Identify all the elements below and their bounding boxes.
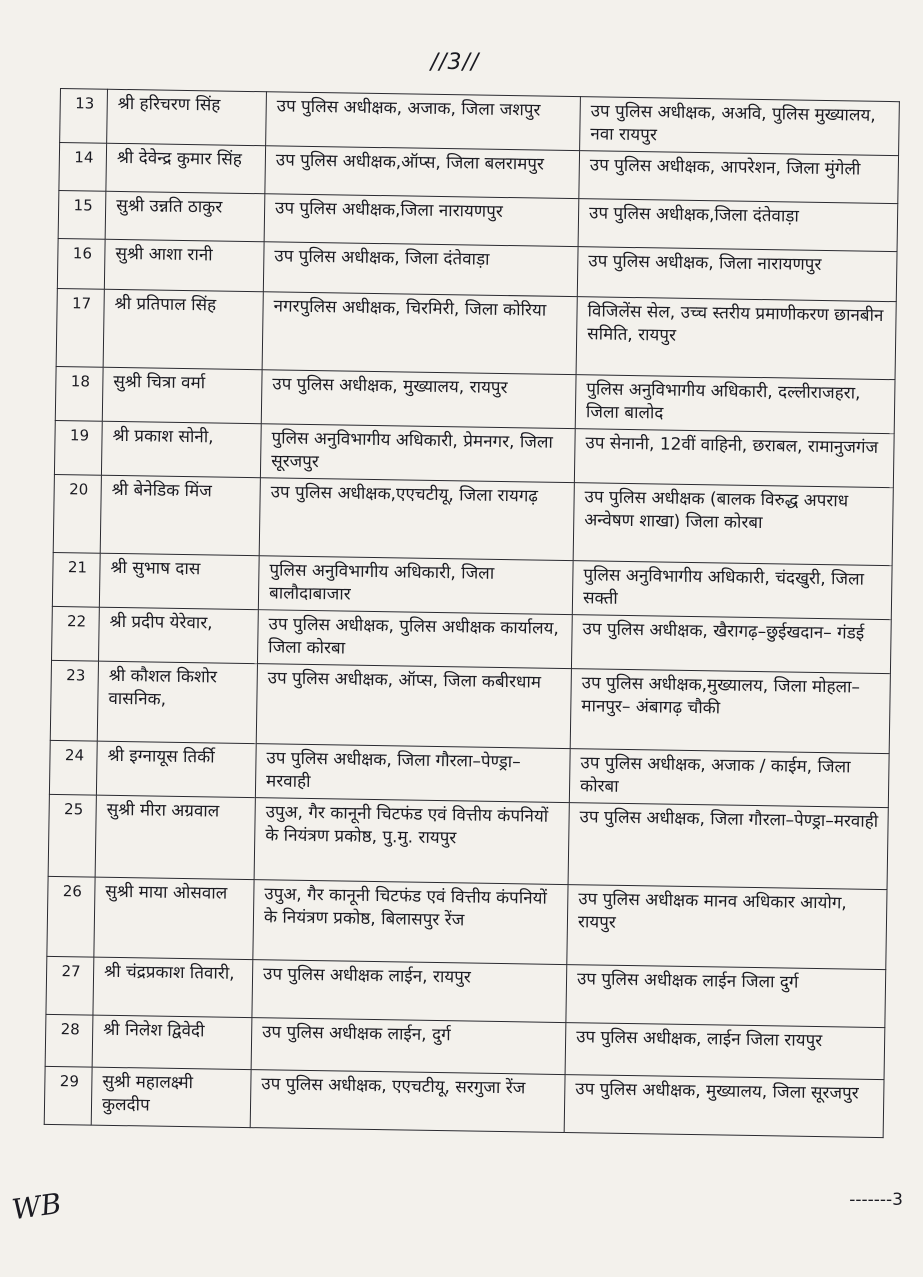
next-page-marker: -------3 — [849, 1190, 903, 1210]
table-row — [44, 1066, 884, 1137]
officer-name-cell: श्री प्रदीप येरेवार, — [99, 607, 259, 663]
new-posting-cell: उप पुलिस अधीक्षक, अअवि, पुलिस मुख्यालय, नवा रायपुर — [580, 97, 900, 156]
table-row — [56, 288, 896, 379]
current-posting-cell: उप पुलिस अधीक्षक, मुख्यालय, रायपुर — [261, 370, 576, 429]
serial-number-cell: 20 — [53, 474, 101, 553]
current-posting-cell: उप पुलिस अधीक्षक,एएचटीयू, जिला रायगढ़ — [259, 478, 574, 561]
serial-number-cell: 29 — [44, 1066, 92, 1125]
transfer-table-body — [44, 89, 899, 1138]
officer-name-cell: श्री कौशल किशोर वासनिक, — [97, 661, 257, 743]
current-posting-cell: पुलिस अनुविभागीय अधिकारी, जिला बालौदाबाजार — [258, 556, 573, 615]
new-posting-cell: उप पुलिस अधीक्षक (बालक विरुद्ध अपराध अन्वेषण शाखा) जिला कोरबा — [573, 483, 893, 566]
serial-number-cell: 21 — [52, 552, 100, 607]
table-row — [48, 794, 888, 889]
new-posting-cell: उप पुलिस अधीक्षक, लाईन जिला रायपुर — [565, 1023, 885, 1080]
serial-number-cell: 13 — [60, 89, 108, 144]
transfer-table — [44, 88, 900, 1138]
new-posting-cell: उप सेनानी, 12वीं वाहिनी, छराबल, रामानुजगंज — [574, 429, 894, 488]
table-row — [50, 660, 890, 753]
new-posting-cell: उप पुलिस अधीक्षक, खैरागढ़–छुईखदान– गंडई — [571, 615, 891, 674]
current-posting-cell: उप पुलिस अधीक्षक, पुलिस अधीक्षक कार्यालय, जिला कोरबा — [257, 610, 572, 669]
serial-number-cell: 23 — [50, 660, 98, 741]
current-posting-cell: उप पुलिस अधीक्षक, जिला दंतेवाड़ा — [263, 242, 578, 297]
new-posting-cell: उप पुलिस अधीक्षक,मुख्यालय, जिला मोहला–मानपुर– अंबागढ़ चौकी — [570, 669, 890, 754]
officer-name-cell: श्री इग्नायूस तिर्की — [96, 741, 256, 797]
serial-number-cell: 14 — [59, 143, 107, 192]
officer-name-cell: सुश्री आशा रानी — [104, 239, 264, 291]
current-posting-cell: उप पुलिस अधीक्षक, एएचटीयू, सरगुजा रेंज — [250, 1070, 565, 1133]
current-posting-cell: नगरपुलिस अधीक्षक, चिरमिरी, जिला कोरिया — [262, 292, 577, 375]
serial-number-cell: 27 — [46, 956, 94, 1015]
serial-number-cell: 18 — [55, 366, 103, 421]
current-posting-cell: उप पुलिस अधीक्षक, ऑप्स, जिला कबीरधाम — [256, 664, 571, 749]
officer-name-cell: श्री बेनेडिक मिंज — [100, 475, 260, 555]
new-posting-cell: उप पुलिस अधीक्षक, आपरेशन, जिला मुंगेली — [579, 151, 899, 204]
serial-number-cell: 17 — [56, 288, 104, 367]
new-posting-cell: उप पुलिस अधीक्षक,जिला दंतेवाड़ा — [578, 199, 898, 252]
page-number-header: //3// — [430, 50, 480, 75]
officer-name-cell: श्री प्रकाश सोनी, — [101, 421, 261, 477]
officer-name-cell: सुश्री माया ओसवाल — [94, 877, 254, 959]
current-posting-cell: पुलिस अनुविभागीय अधिकारी, प्रेमनगर, जिला सूरजपुर — [260, 424, 575, 483]
serial-number-cell: 28 — [45, 1014, 93, 1067]
serial-number-cell: 19 — [54, 420, 102, 475]
new-posting-cell: उप पुलिस अधीक्षक मानव अधिकार आयोग, रायपुर — [567, 885, 887, 970]
new-posting-cell: उप पुलिस अधीक्षक लाईन जिला दुर्ग — [566, 965, 886, 1028]
initials-signature: WB — [9, 1186, 64, 1227]
serial-number-cell: 26 — [47, 876, 95, 957]
new-posting-cell: उप पुलिस अधीक्षक, अजाक / काईम, जिला कोरबा — [569, 749, 889, 808]
new-posting-cell: उप पुलिस अधीक्षक, जिला नारायणपुर — [577, 247, 897, 302]
new-posting-cell: विजिलेंस सेल, उच्च स्तरीय प्रमाणीकरण छानबीन समिति, रायपुर — [576, 297, 896, 380]
serial-number-cell: 15 — [58, 190, 106, 239]
officer-name-cell: श्री चंद्रप्रकाश तिवारी, — [93, 957, 253, 1017]
new-posting-cell: पुलिस अनुविभागीय अधिकारी, दल्लीराजहरा, जिला बालोद — [575, 375, 895, 434]
table-row — [53, 474, 893, 565]
new-posting-cell: उप पुलिस अधीक्षक, मुख्यालय, जिला सूरजपुर — [564, 1075, 884, 1138]
current-posting-cell: उप पुलिस अधीक्षक, अजाक, जिला जशपुर — [266, 92, 581, 151]
officer-name-cell: सुश्री मीरा अग्रवाल — [95, 795, 255, 879]
current-posting-cell: उप पुलिस अधीक्षक लाईन, रायपुर — [252, 960, 567, 1023]
table-row — [47, 876, 887, 969]
officer-name-cell: सुश्री चित्रा वर्मा — [102, 367, 262, 423]
current-posting-cell: उप पुलिस अधीक्षक लाईन, दुर्ग — [251, 1018, 566, 1075]
officer-name-cell: श्री सुभाष दास — [99, 553, 259, 609]
new-posting-cell: पुलिस अनुविभागीय अधिकारी, चंदखुरी, जिला सक्ती — [572, 561, 892, 620]
officer-name-cell: श्री देवेन्द्र कुमार सिंह — [106, 143, 266, 193]
current-posting-cell: उपुअ, गैर कानूनी चिटफंड एवं वित्तीय कंपनियों के नियंत्रण प्रकोष्ठ, पु.मु. रायपुर — [254, 798, 569, 885]
serial-number-cell: 16 — [57, 238, 105, 289]
new-posting-cell: उप पुलिस अधीक्षक, जिला गौरला–पेण्ड्रा–मरवाही — [568, 803, 888, 890]
serial-number-cell: 24 — [49, 740, 97, 795]
officer-name-cell: श्री निलेश द्विवेदी — [92, 1015, 252, 1069]
officer-name-cell: सुश्री उन्नति ठाकुर — [105, 191, 265, 241]
serial-number-cell: 22 — [52, 606, 100, 661]
current-posting-cell: उप पुलिस अधीक्षक,जिला नारायणपुर — [264, 194, 579, 247]
current-posting-cell: उप पुलिस अधीक्षक,ऑप्स, जिला बलरामपुर — [265, 146, 580, 199]
officer-name-cell: सुश्री महालक्ष्मी कुलदीप — [91, 1067, 251, 1127]
serial-number-cell: 25 — [48, 794, 96, 877]
current-posting-cell: उप पुलिस अधीक्षक, जिला गौरला–पेण्ड्रा–मरवाही — [255, 744, 570, 803]
officer-name-cell: श्री प्रतिपाल सिंह — [103, 289, 263, 369]
officer-name-cell: श्री हरिचरण सिंह — [107, 89, 267, 145]
current-posting-cell: उपुअ, गैर कानूनी चिटफंड एवं वित्तीय कंपनियों के नियंत्रण प्रकोष्ठ, बिलासपुर रेंज — [253, 880, 568, 965]
